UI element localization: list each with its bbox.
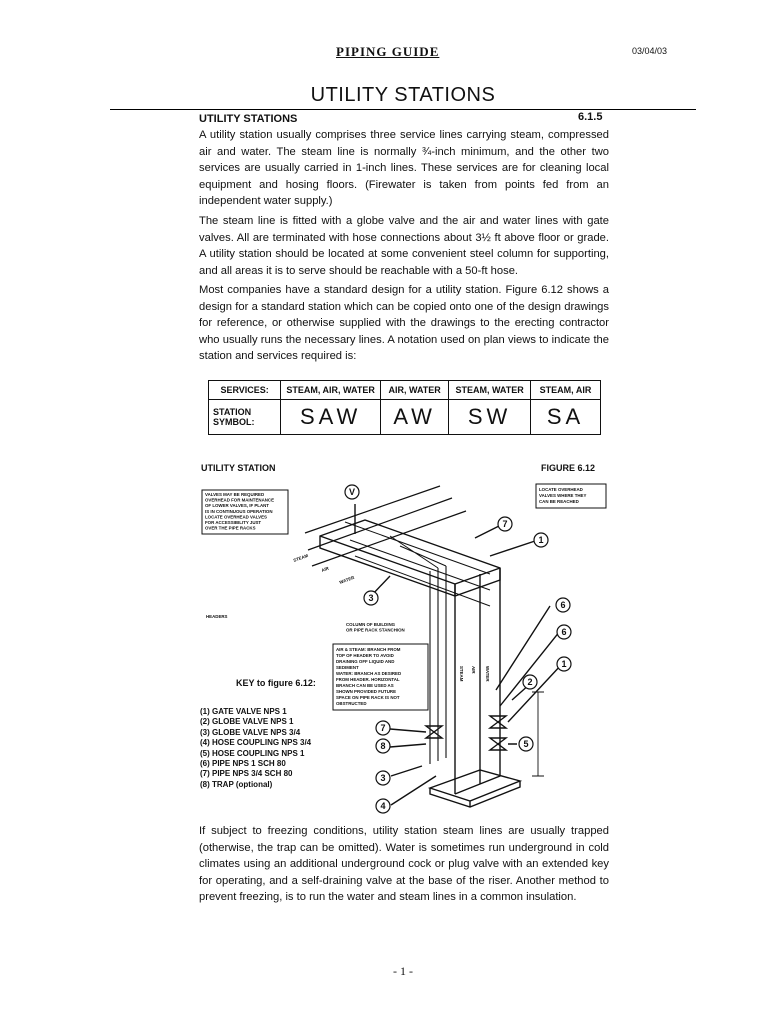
pipe-label-water: WATER [338, 574, 355, 585]
figure-label-right: FIGURE 6.12 [541, 463, 596, 473]
callout-6a: 6 [560, 600, 566, 610]
callout-7a: 7 [502, 519, 508, 529]
figure-label-left: UTILITY STATION [201, 463, 276, 473]
final-paragraph: If subject to freezing conditions, utility station steam lines are usually trapped (otherwise, the trap can be omitted). Water is sometimes run underground in cold climates using an additional underground cock or plug valve with an extended key for operating, and a self-draining valve at the base of the riser. Another method to prevent freezing, is to run the water and steam lines in a common insulation. [199, 825, 609, 904]
key-item: (6) PIPE NPS 1 SCH 80 [200, 759, 286, 769]
callout-2: 2 [527, 677, 533, 687]
note-top-left: VALVES MAY BE REQUIRED OVERHEAD FOR MAINTENANCE OF LOWER VALVES, IF PLANT IS IN CONTINUOUS OPERATION LOCATE OVERHEAD VALVES FOR ACCESSIBILITY JUST OVER THE PIPE RACKS [205, 492, 275, 531]
header-title: PIPING GUIDE [336, 44, 440, 59]
paragraph-1: A utility station usually comprises three service lines carrying steam, compressed air and water. The steam line is normally ¾-inch minimum, and the other two services are usually carried in 1-inch lines. These services are for cleaning local equipment and hosing floors. (Firewater is taken from points fed from an independent water supply.) [199, 129, 609, 208]
callout-v: V [348, 487, 356, 497]
callout-8: 8 [380, 741, 386, 751]
symbol-col-2: AW [381, 400, 449, 435]
key-item: (4) HOSE COUPLING NPS 3/4 [200, 738, 312, 748]
key-title: KEY to figure 6.12: [236, 678, 316, 688]
key-item: (3) GLOBE VALVE NPS 3/4 [200, 727, 301, 737]
base-plate [430, 770, 520, 807]
note-mid: AIR & STEAM: BRANCH FROM TOP OF HEADER TO AVOID DRAINING OFF LIQUID AND SEDIMENT WATER: BRANCH AS DESIRED FROM HEADER. HORIZONTAL BRANCH CAN BE USED AS SHOWN PROVIDED FUTURE SPACE ON PIPE RACK IS NOT OBSTRUCTED [336, 647, 402, 706]
callout-7b: 7 [380, 723, 386, 733]
dimension-line [532, 692, 544, 776]
callout-3a: 3 [368, 593, 374, 603]
paragraph-2: The steam line is fitted with a globe valve and the air and water lines with gate valves. All are terminated with hose connections about 3½ ft above floor or grade. A utility station should be located at some convenient steel column for supporting, and all areas it is to serve should be reachable with a 50-ft hose. [199, 215, 609, 277]
pipe-label-steam: STEAM [292, 552, 309, 563]
pipe-label-air: AIR [320, 565, 330, 573]
page-number: - 1 - [393, 964, 413, 978]
callout-6b: 6 [561, 627, 567, 637]
service-col-3: STEAM, WATER [449, 381, 531, 400]
section-number: 6.1.5 [578, 111, 603, 123]
note-top-right: LOCATE OVERHEAD VALVES WHERE THEY CAN BE REACHED [539, 487, 587, 504]
service-col-1: STEAM, AIR, WATER [281, 381, 381, 400]
paragraph-3: Most companies have a standard design for a utility station. Figure 6.12 shows a design for a standard station which can be copied onto one of the design drawings for reference, or otherwise supplied with the drawings to the erecting contractor who usually runs the necessary lines. A notation used on plan views to indicate the station and services required is: [199, 284, 609, 363]
service-col-2: AIR, WATER [381, 381, 449, 400]
symbol-col-4: SA [531, 400, 601, 435]
key-item: (5) HOSE COUPLING NPS 1 [200, 748, 305, 758]
key-item: (8) TRAP (optional) [200, 779, 273, 789]
service-col-4: STEAM, AIR [531, 381, 601, 400]
callout-1b: 1 [561, 659, 567, 669]
page-title: UTILITY STATIONS [310, 84, 496, 106]
section-heading: UTILITY STATIONS [199, 113, 298, 125]
callout-5: 5 [523, 739, 529, 749]
symbol-col-1: SAW [281, 400, 381, 435]
riser-label-air: AIR [471, 666, 476, 674]
key-item: (1) GATE VALVE NPS 1 [200, 707, 287, 716]
key-item: (2) GLOBE VALVE NPS 1 [200, 717, 294, 727]
header-water [312, 511, 466, 566]
header-date: 03/04/03 [632, 46, 668, 56]
services-label: SERVICES: [209, 381, 281, 400]
symbol-col-3: SW [449, 400, 531, 435]
callout-1a: 1 [538, 535, 544, 545]
key-list [200, 707, 311, 790]
services-table [208, 380, 601, 435]
callout-3b: 3 [380, 773, 386, 783]
riser-label-steam: STEAM [459, 666, 464, 682]
title-rule [110, 109, 696, 110]
key-item: (7) PIPE NPS 3/4 SCH 80 [200, 769, 293, 779]
callout-4: 4 [380, 801, 386, 811]
column-note: COLUMN OF BUILDING OR PIPE RACK STANCHION [346, 622, 405, 633]
header-label: HEADERS [206, 614, 228, 619]
symbol-label: STATION SYMBOL: [209, 400, 281, 435]
riser-label-water: WATER [485, 666, 490, 682]
